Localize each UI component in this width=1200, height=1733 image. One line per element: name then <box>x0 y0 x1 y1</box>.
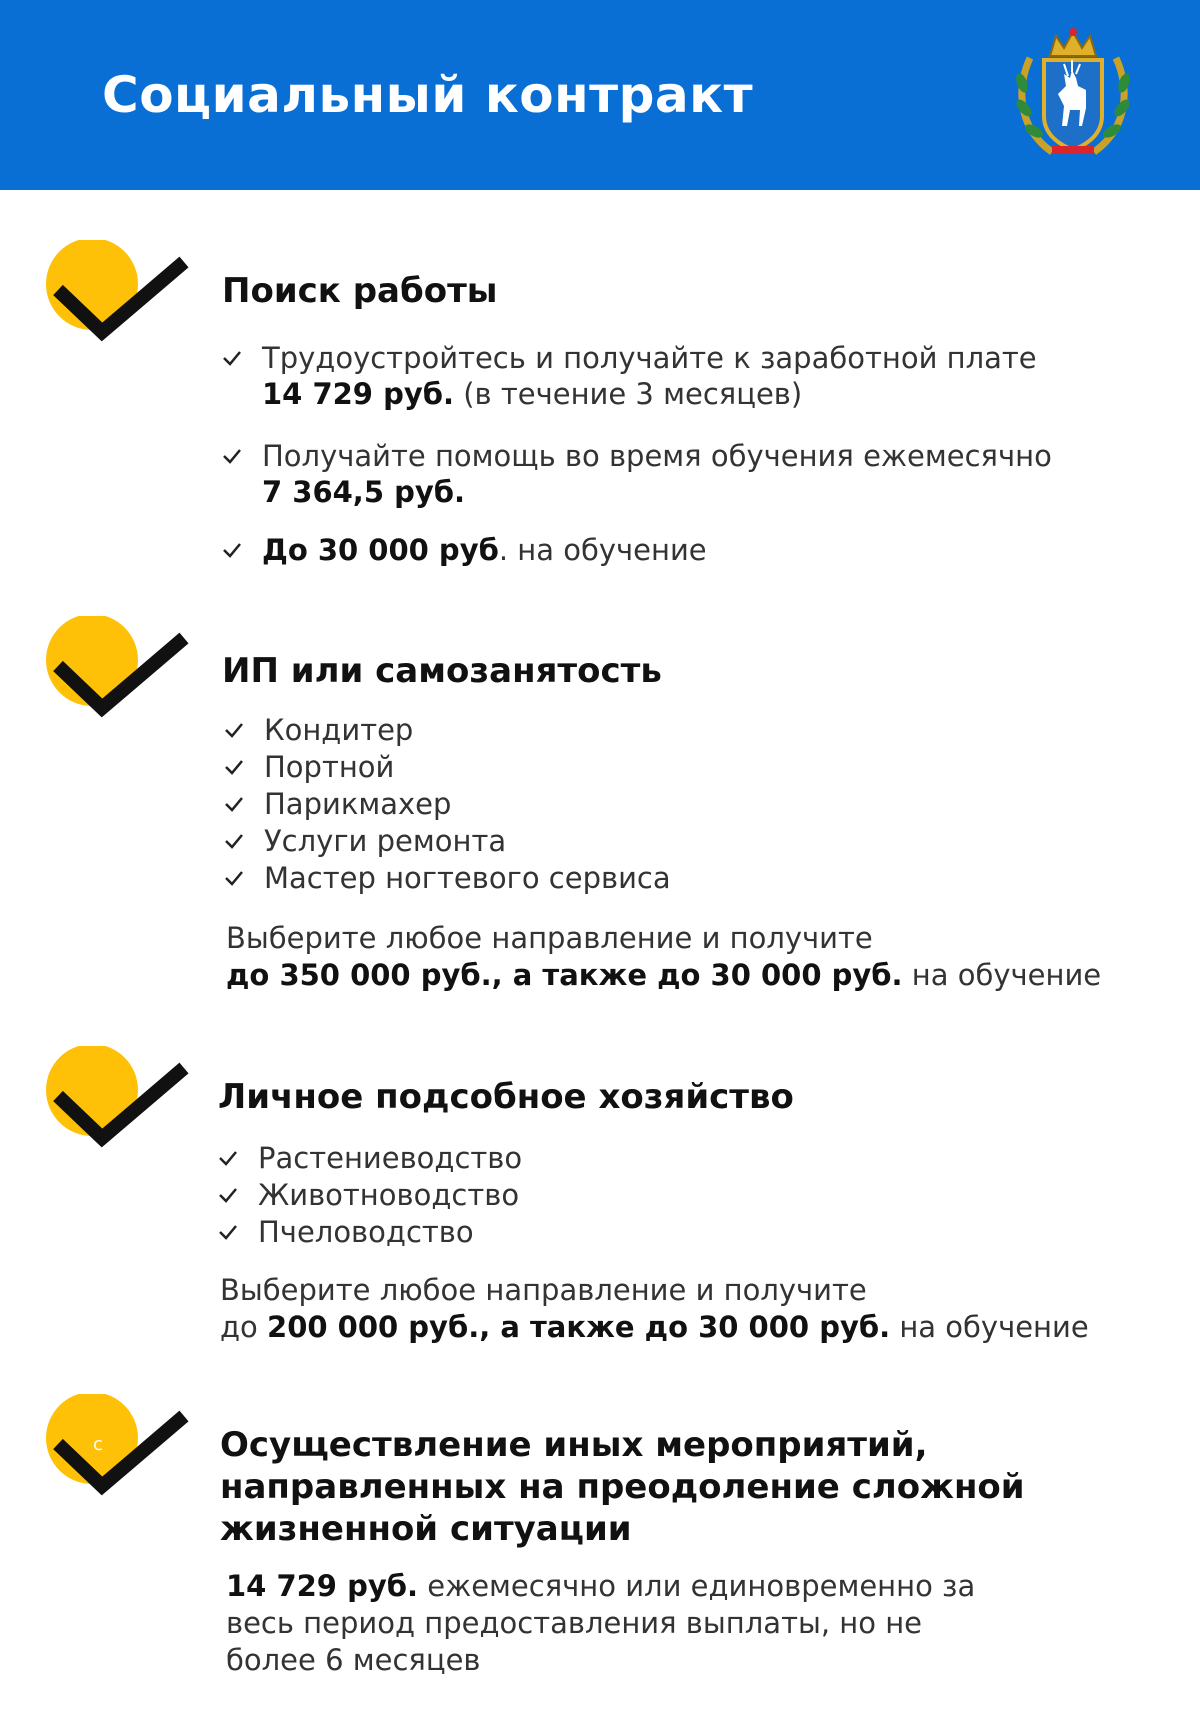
section-note: Выберите любое направление и получите до 350 000 руб., а также до 30 000 руб. на обучение <box>226 921 1102 992</box>
section-note: 14 729 руб. ежемесячно или единовременно за весь период предоставления выплаты, но не более 6 месяцев <box>226 1569 976 1677</box>
check-icon <box>224 868 244 888</box>
check-icon <box>224 757 244 777</box>
check-icon <box>222 446 242 466</box>
section-other-measures <box>0 1394 1200 1694</box>
check-badge-icon <box>44 1046 194 1156</box>
section-title: Поиск работы <box>222 271 498 311</box>
page-title: Социальный контракт <box>102 66 754 124</box>
check-icon <box>218 1222 238 1242</box>
section-title: Личное подсобное хозяйство <box>218 1077 794 1117</box>
list-item-continuation: 14 729 руб. (в течение 3 месяцев) <box>262 377 803 411</box>
check-icon <box>222 540 242 560</box>
check-icon <box>224 720 244 740</box>
check-badge-icon <box>44 240 194 350</box>
check-icon <box>222 348 242 368</box>
section-self-employment: ИП или самозанятость Кондитер Портной Парикмахер Услуги ремонта Мастер ногтевого сервиса Выберите любое направление и получите до 350 000 руб., а также до 30 000 руб. на обучение <box>0 616 1200 1016</box>
check-icon <box>218 1148 238 1168</box>
badge-letter: с <box>93 1434 103 1455</box>
section-title: ИП или самозанятость <box>222 651 662 691</box>
section-title: Осуществление иных мероприятий, направленных на преодоление сложной жизненной ситуации <box>220 1425 1025 1549</box>
header-banner <box>0 0 1200 190</box>
check-icon <box>224 794 244 814</box>
samara-coat-of-arms-icon <box>1012 28 1134 160</box>
section-job-search: Поиск работы Трудоустройтесь и получайте к заработной плате 14 729 руб. (в течение 3 месяцев) Получайте помощь во время обучения ежемесячно 7 364,5 руб. До 30 000 руб. на обучение <box>0 240 1200 570</box>
section-note: Выберите любое направление и получите до 200 000 руб., а также до 30 000 руб. на обучение <box>220 1273 1089 1344</box>
check-badge-icon <box>44 1394 194 1504</box>
list-item-continuation: 7 364,5 руб. <box>262 475 466 509</box>
section-personal-farming: Личное подсобное хозяйство Растениеводство Животноводство Пчеловодство Выберите любое направление и получите до 200 000 руб., а также до 30 000 руб. на обучение <box>0 1046 1200 1366</box>
check-icon <box>224 831 244 851</box>
check-badge-icon <box>44 616 194 726</box>
check-icon <box>218 1185 238 1205</box>
